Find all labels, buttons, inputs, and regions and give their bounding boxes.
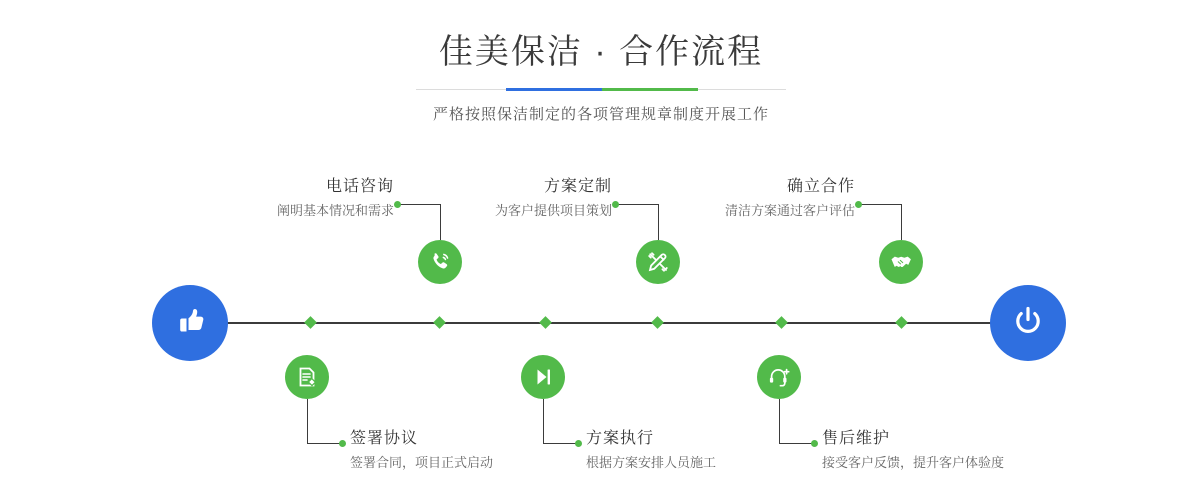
axis-marker [651,316,664,329]
connector-line [859,204,901,205]
document-edit-icon [295,365,319,389]
page-title: 佳美保洁 · 合作流程 [438,33,764,71]
connector-line [440,204,441,240]
connector-line [779,399,780,443]
step-label-5 [705,176,855,222]
step-node-1[interactable] [418,240,462,284]
connector-line [398,204,440,205]
title-divider [416,88,786,91]
divider-green-segment [602,88,698,91]
page-header [0,28,1202,124]
step-label-4 [586,428,816,474]
start-endpoint [152,285,228,361]
step-desc-2: 签署合同，项目正式启动 [350,455,494,470]
step-title-1: 电话咨询 [325,178,394,195]
step-desc-4: 根据方案安排人员施工 [586,455,717,470]
connector-dot [575,440,582,447]
power-icon [1008,301,1048,346]
page-subtitle: 严格按照保洁制定的各项管理规章制度开展工作 [432,106,769,123]
connector-line [307,399,308,443]
axis-marker [775,316,788,329]
headset-support-icon [767,365,791,389]
pencil-ruler-icon [646,250,670,274]
play-next-icon [531,365,555,389]
thumbs-up-icon [170,301,210,346]
step-node-4[interactable] [521,355,565,399]
step-label-2 [350,428,580,474]
connector-dot [811,440,818,447]
connector-line [901,204,902,240]
step-desc-1: 阐明基本情况和需求 [276,203,394,218]
step-title-4: 方案执行 [586,430,655,447]
connector-line [779,443,815,444]
connector-line [658,204,659,240]
connector-dot [394,201,401,208]
step-desc-6: 接受客户反馈，提升客户体验度 [822,455,1005,470]
step-node-5[interactable] [879,240,923,284]
phone-ring-icon [428,250,452,274]
step-node-6[interactable] [757,355,801,399]
axis-marker [539,316,552,329]
divider-blue-segment [506,88,602,91]
end-endpoint [990,285,1066,361]
step-title-2: 签署协议 [350,430,419,447]
step-title-6: 售后维护 [822,430,891,447]
step-desc-5: 清洁方案通过客户评估 [724,203,855,218]
process-timeline [0,140,1202,502]
step-label-1 [254,176,394,222]
connector-dot [612,201,619,208]
step-label-3 [462,176,612,222]
connector-dot [855,201,862,208]
connector-line [543,399,544,443]
timeline-axis [160,322,1042,324]
connector-line [616,204,658,205]
step-node-3[interactable] [636,240,680,284]
step-desc-3: 为客户提供项目策划 [494,203,612,218]
step-title-3: 方案定制 [543,178,612,195]
step-label-6 [822,428,1082,474]
step-title-5: 确立合作 [786,178,855,195]
axis-marker [433,316,446,329]
connector-line [307,443,343,444]
connector-line [543,443,579,444]
connector-dot [339,440,346,447]
handshake-icon [889,250,913,274]
axis-marker [895,316,908,329]
step-node-2[interactable] [285,355,329,399]
axis-marker [304,316,317,329]
